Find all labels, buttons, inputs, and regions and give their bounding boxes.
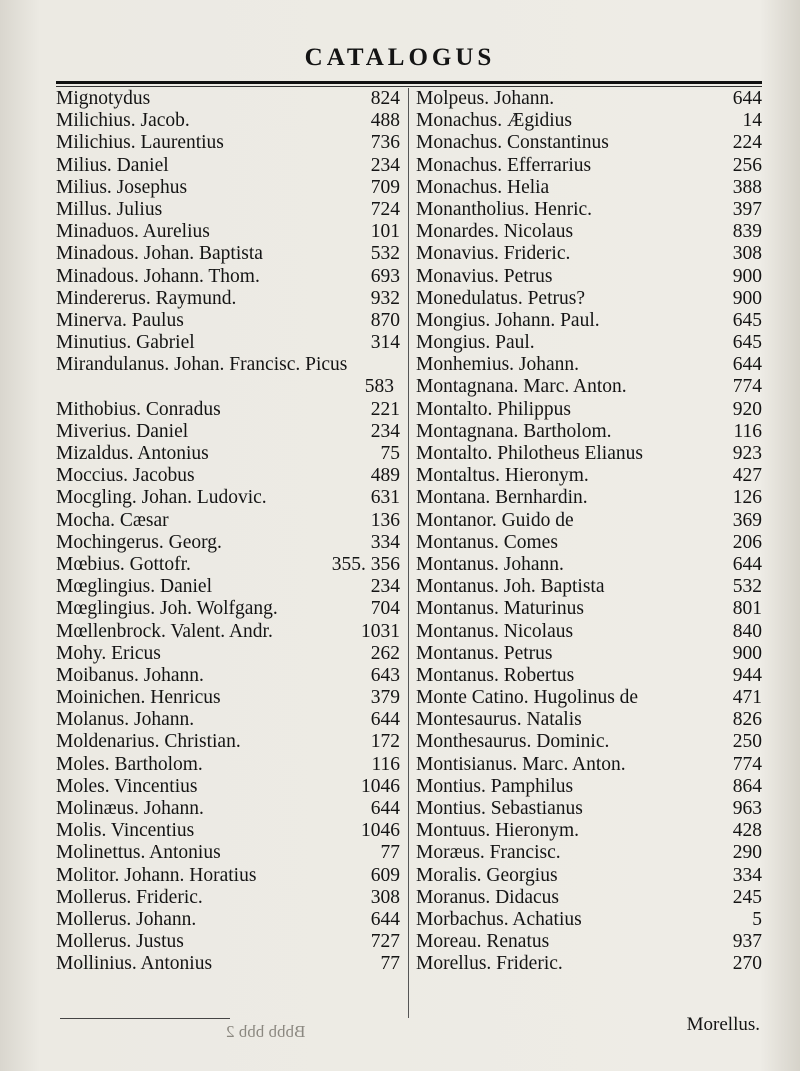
index-entry bbox=[416, 598, 762, 620]
entry-name: Montaltus. Hieronym. bbox=[416, 465, 589, 487]
entry-page-number: 645 bbox=[732, 309, 762, 331]
entry-name: Mignotydus bbox=[56, 88, 151, 109]
entry-page-number: 727 bbox=[370, 931, 400, 953]
entry-name: Milius. Josephus bbox=[56, 176, 188, 198]
entry-name: Mœglingius. Daniel bbox=[56, 576, 212, 598]
index-entry bbox=[56, 354, 400, 376]
index-entry bbox=[416, 865, 762, 887]
index-entry bbox=[416, 842, 762, 864]
entry-name: Mizaldus. Antonius bbox=[56, 443, 209, 464]
entry-name: Minaduos. Aurelius bbox=[56, 221, 210, 243]
index-entry bbox=[416, 820, 762, 842]
index-entry bbox=[416, 376, 762, 398]
entry-page-number: 826 bbox=[732, 709, 762, 731]
index-entry bbox=[56, 798, 400, 820]
entry-name: Morellus. Frideric. bbox=[416, 953, 563, 975]
index-entry bbox=[56, 465, 400, 487]
entry-name: Moles. Bartholom. bbox=[56, 753, 203, 775]
header-rule-thin bbox=[56, 86, 762, 87]
entry-page-number: 932 bbox=[370, 287, 400, 309]
entry-page-number: 900 bbox=[732, 287, 762, 309]
index-entry bbox=[56, 221, 400, 243]
entry-name: Mithobius. Conradus bbox=[56, 398, 221, 420]
entry-page-number: 388 bbox=[732, 176, 762, 198]
entry-page-number: 839 bbox=[732, 221, 762, 243]
index-entry bbox=[56, 731, 400, 753]
entry-name: Monachus. Ægidius bbox=[416, 110, 572, 132]
entry-name: Morbachus. Achatius bbox=[416, 908, 582, 930]
entry-page-number: 75 bbox=[380, 443, 400, 464]
entry-page-number: 643 bbox=[370, 664, 400, 686]
entry-name: Moinichen. Henricus bbox=[56, 687, 221, 709]
entry-name: Moldenarius. Christian. bbox=[56, 731, 241, 753]
entry-name: Molinettus. Antonius bbox=[56, 842, 221, 864]
entry-page-number: 126 bbox=[732, 487, 762, 509]
entry-name: Montalto. Philippus bbox=[416, 398, 571, 420]
index-entry bbox=[416, 354, 762, 376]
index-entry bbox=[56, 376, 400, 398]
index-entry bbox=[416, 155, 762, 177]
index-entry bbox=[416, 687, 762, 709]
entry-page-number: 379 bbox=[370, 687, 400, 709]
index-entry bbox=[56, 931, 400, 953]
index-entry bbox=[56, 621, 400, 643]
index-entry bbox=[416, 621, 762, 643]
index-entry bbox=[56, 443, 400, 465]
entry-page-number: 900 bbox=[732, 642, 762, 664]
index-entry bbox=[416, 931, 762, 953]
column-divider bbox=[408, 88, 409, 1018]
entry-name: Monachus. Constantinus bbox=[416, 132, 609, 154]
entry-name: Moranus. Didacus bbox=[416, 886, 559, 908]
entry-page-number: 583 bbox=[364, 376, 394, 398]
entry-name: Minutius. Gabriel bbox=[56, 332, 195, 354]
catchword: Morellus. bbox=[686, 1014, 760, 1035]
index-entry bbox=[56, 421, 400, 443]
entry-name: Molitor. Johann. Horatius bbox=[56, 864, 257, 886]
entry-name: Moles. Vincentius bbox=[56, 775, 198, 797]
entry-name: Montanus. Johann. bbox=[416, 553, 564, 575]
index-entry bbox=[56, 399, 400, 421]
entry-name: Minadous. Johann. Thom. bbox=[56, 265, 260, 287]
entry-name: Montisianus. Marc. Anton. bbox=[416, 753, 626, 775]
entry-name: Mocha. Cæsar bbox=[56, 509, 169, 531]
entry-name: Monedulatus. Petrus? bbox=[416, 287, 585, 309]
entry-name: Miverius. Daniel bbox=[56, 420, 189, 442]
entry-page-number: 234 bbox=[370, 576, 400, 598]
entry-page-number: 1046 bbox=[361, 775, 400, 797]
entry-name: Mœllenbrock. Valent. Andr. bbox=[56, 620, 273, 642]
entry-page-number: 1031 bbox=[361, 620, 400, 642]
entry-page-number: 101 bbox=[370, 221, 400, 243]
index-entry bbox=[416, 554, 762, 576]
entry-page-number: 824 bbox=[370, 88, 400, 109]
entry-page-number: 645 bbox=[732, 332, 762, 354]
index-entry bbox=[416, 754, 762, 776]
entry-page-number: 270 bbox=[732, 953, 762, 975]
entry-name: Mongius. Johann. Paul. bbox=[416, 309, 600, 331]
entry-name: Minerva. Paulus bbox=[56, 309, 184, 331]
index-entry bbox=[56, 643, 400, 665]
entry-page-number: 334 bbox=[732, 864, 762, 886]
entry-page-number: 234 bbox=[370, 154, 400, 176]
index-entry bbox=[56, 510, 400, 532]
index-entry bbox=[56, 665, 400, 687]
entry-page-number: 234 bbox=[370, 420, 400, 442]
entry-page-number: 532 bbox=[370, 243, 400, 265]
entry-page-number: 5 bbox=[752, 908, 762, 930]
index-entry bbox=[416, 909, 762, 931]
entry-page-number: 14 bbox=[742, 110, 762, 132]
entry-page-number: 77 bbox=[380, 953, 400, 975]
entry-name: Montanus. Joh. Baptista bbox=[416, 576, 605, 598]
entry-page-number: 923 bbox=[732, 443, 762, 464]
entry-name: Molinæus. Johann. bbox=[56, 798, 204, 819]
entry-name: Minadous. Johan. Baptista bbox=[56, 243, 263, 265]
entry-page-number: 963 bbox=[732, 798, 762, 819]
entry-page-number: 488 bbox=[370, 110, 400, 132]
entry-page-number: 644 bbox=[732, 553, 762, 575]
index-entry bbox=[56, 332, 400, 354]
entry-name: Montanor. Guido de bbox=[416, 509, 574, 531]
entry-page-number: 644 bbox=[732, 354, 762, 376]
entry-name: Milichius. Jacob. bbox=[56, 110, 190, 132]
entry-page-number: 355. 356 bbox=[331, 553, 400, 575]
entry-page-number: 334 bbox=[370, 531, 400, 553]
entry-name: Molanus. Johann. bbox=[56, 709, 195, 731]
entry-name: Milichius. Laurentius bbox=[56, 132, 224, 154]
index-entry bbox=[416, 266, 762, 288]
entry-name: Montanus. Nicolaus bbox=[416, 620, 574, 642]
entry-page-number: 262 bbox=[370, 642, 400, 664]
entry-page-number: 427 bbox=[732, 465, 762, 487]
entry-page-number: 532 bbox=[732, 576, 762, 598]
index-entry bbox=[416, 643, 762, 665]
entry-page-number: 774 bbox=[732, 376, 762, 398]
entry-page-number: 774 bbox=[732, 753, 762, 775]
entry-page-number: 224 bbox=[732, 132, 762, 154]
entry-page-number: 471 bbox=[732, 687, 762, 709]
entry-name: Moræus. Francisc. bbox=[416, 842, 561, 864]
index-entry bbox=[416, 110, 762, 132]
entry-page-number: 1046 bbox=[361, 820, 400, 842]
index-entry bbox=[56, 754, 400, 776]
entry-page-number: 801 bbox=[732, 598, 762, 620]
entry-name: Monachus. Efferrarius bbox=[416, 154, 592, 176]
index-entry bbox=[416, 665, 762, 687]
entry-page-number: 644 bbox=[370, 798, 400, 819]
entry-page-number: 920 bbox=[732, 398, 762, 420]
index-entry bbox=[416, 177, 762, 199]
index-entry bbox=[56, 576, 400, 598]
entry-name: Mocgling. Johan. Ludovic. bbox=[56, 487, 267, 509]
footer-rule bbox=[60, 1018, 230, 1019]
entry-page-number: 290 bbox=[732, 842, 762, 864]
entry-page-number: 206 bbox=[732, 531, 762, 553]
entry-page-number: 736 bbox=[370, 132, 400, 154]
index-entry bbox=[56, 776, 400, 798]
entry-name: Montanus. Robertus bbox=[416, 664, 575, 686]
right-column bbox=[416, 88, 762, 976]
index-entry bbox=[56, 598, 400, 620]
entry-page-number: 256 bbox=[732, 154, 762, 176]
entry-page-number: 77 bbox=[380, 842, 400, 864]
entry-page-number: 644 bbox=[370, 709, 400, 731]
entry-page-number: 900 bbox=[732, 265, 762, 287]
entry-name: Montagnana. Marc. Anton. bbox=[416, 376, 627, 398]
entry-page-number: 397 bbox=[732, 198, 762, 220]
left-column bbox=[56, 88, 400, 976]
entry-name: Mindererus. Raymund. bbox=[56, 287, 237, 309]
entry-name: Monardes. Nicolaus bbox=[416, 221, 574, 243]
entry-name: Montius. Sebastianus bbox=[416, 798, 583, 819]
index-entry bbox=[56, 132, 400, 154]
index-entry bbox=[416, 465, 762, 487]
index-entry bbox=[56, 177, 400, 199]
entry-page-number: 250 bbox=[732, 731, 762, 753]
index-entry bbox=[56, 709, 400, 731]
index-entry bbox=[416, 487, 762, 509]
entry-page-number: 245 bbox=[732, 886, 762, 908]
entry-name: Montesaurus. Natalis bbox=[416, 709, 582, 731]
entry-name: Mochingerus. Georg. bbox=[56, 531, 222, 553]
entry-name: Mongius. Paul. bbox=[416, 332, 535, 354]
entry-page-number: 937 bbox=[732, 931, 762, 953]
index-entry bbox=[56, 288, 400, 310]
entry-name: Mohy. Ericus bbox=[56, 642, 161, 664]
index-entry bbox=[416, 776, 762, 798]
entry-page-number: 724 bbox=[370, 198, 400, 220]
entry-name: Montanus. Petrus bbox=[416, 642, 553, 664]
signature-mark: Bbbb bbb 2 bbox=[226, 1022, 306, 1041]
entry-name: Mollinius. Antonius bbox=[56, 953, 213, 975]
entry-name: Moreau. Renatus bbox=[416, 931, 550, 953]
entry-name: Mollerus. Frideric. bbox=[56, 886, 203, 908]
entry-page-number: 644 bbox=[370, 908, 400, 930]
index-entry bbox=[416, 421, 762, 443]
entry-name: Monachus. Helia bbox=[416, 176, 550, 198]
index-entry bbox=[416, 310, 762, 332]
index-entry bbox=[56, 532, 400, 554]
entry-name: Monavius. Frideric. bbox=[416, 243, 571, 265]
entry-name: Monte Catino. Hugolinus de bbox=[416, 687, 639, 709]
entry-page-number: 116 bbox=[733, 420, 762, 442]
entry-name: Mollerus. Johann. bbox=[56, 908, 197, 930]
entry-name: Molis. Vincentius bbox=[56, 820, 195, 842]
index-entry bbox=[416, 288, 762, 310]
entry-page-number: 116 bbox=[371, 753, 400, 775]
index-entry bbox=[416, 953, 762, 975]
entry-name: Montana. Bernhardin. bbox=[416, 487, 588, 509]
index-entry bbox=[56, 310, 400, 332]
entry-name: Montagnana. Bartholom. bbox=[416, 420, 612, 442]
index-entry bbox=[416, 887, 762, 909]
entry-name: Mollerus. Justus bbox=[56, 931, 184, 953]
index-entry bbox=[56, 199, 400, 221]
index-entry bbox=[416, 399, 762, 421]
entry-name: Moralis. Georgius bbox=[416, 864, 558, 886]
entry-name: Monhemius. Johann. bbox=[416, 354, 580, 376]
index-entry bbox=[56, 687, 400, 709]
page-title: CATALOGUS bbox=[304, 44, 496, 71]
index-entry bbox=[416, 576, 762, 598]
index-entry bbox=[56, 953, 400, 975]
entry-page-number: 609 bbox=[370, 864, 400, 886]
entry-page-number: 840 bbox=[732, 620, 762, 642]
entry-name: Monavius. Petrus bbox=[416, 265, 553, 287]
index-entry bbox=[416, 132, 762, 154]
entry-name: Montuus. Hieronym. bbox=[416, 820, 580, 842]
index-entry bbox=[56, 110, 400, 132]
entry-page-number: 631 bbox=[370, 487, 400, 509]
index-entry bbox=[416, 88, 762, 110]
entry-name: Moccius. Jacobus bbox=[56, 465, 195, 487]
index-entry bbox=[416, 199, 762, 221]
index-entry bbox=[416, 532, 762, 554]
entry-name: Monantholius. Henric. bbox=[416, 198, 593, 220]
entry-page-number: 308 bbox=[732, 243, 762, 265]
index-entry bbox=[416, 221, 762, 243]
entry-page-number: 870 bbox=[370, 309, 400, 331]
index-entry bbox=[56, 909, 400, 931]
entry-page-number: 221 bbox=[370, 398, 400, 420]
entry-page-number: 709 bbox=[370, 176, 400, 198]
entry-name: Mœbius. Gottofr. bbox=[56, 553, 191, 575]
entry-page-number: 644 bbox=[732, 88, 762, 109]
entry-page-number: 369 bbox=[732, 509, 762, 531]
index-entry bbox=[56, 243, 400, 265]
entry-page-number: 864 bbox=[732, 775, 762, 797]
entry-name: Montanus. Maturinus bbox=[416, 598, 584, 620]
index-entry bbox=[416, 243, 762, 265]
index-entry bbox=[56, 865, 400, 887]
entry-page-number: 489 bbox=[370, 465, 400, 487]
index-entry bbox=[56, 487, 400, 509]
entry-page-number: 704 bbox=[370, 598, 400, 620]
index-entry bbox=[416, 443, 762, 465]
index-entry bbox=[416, 332, 762, 354]
index-entry bbox=[56, 88, 400, 110]
entry-page-number: 428 bbox=[732, 820, 762, 842]
entry-page-number: 136 bbox=[370, 509, 400, 531]
entry-name: Milius. Daniel bbox=[56, 154, 169, 176]
entry-page-number: 308 bbox=[370, 886, 400, 908]
entry-page-number: 172 bbox=[370, 731, 400, 753]
index-entry bbox=[56, 554, 400, 576]
entry-page-number: 314 bbox=[370, 332, 400, 354]
index-entry bbox=[56, 155, 400, 177]
entry-name: Mœglingius. Joh. Wolfgang. bbox=[56, 598, 278, 620]
entry-name: Montanus. Comes bbox=[416, 531, 558, 553]
entry-page-number: 693 bbox=[370, 265, 400, 287]
index-entry bbox=[56, 820, 400, 842]
entry-name: Monthesaurus. Dominic. bbox=[416, 731, 610, 753]
entry-name: Montius. Pamphilus bbox=[416, 775, 574, 797]
entry-name: Mirandulanus. Johan. Francisc. Picus bbox=[56, 354, 348, 376]
index-entry bbox=[416, 731, 762, 753]
index-entry bbox=[56, 266, 400, 288]
index-entry bbox=[56, 842, 400, 864]
index-entry bbox=[416, 510, 762, 532]
entry-name: Montalto. Philotheus Elianus bbox=[416, 443, 643, 464]
index-entry bbox=[56, 887, 400, 909]
entry-name: Moibanus. Johann. bbox=[56, 664, 204, 686]
entry-name: Millus. Julius bbox=[56, 198, 163, 220]
index-entry bbox=[416, 798, 762, 820]
entry-page-number: 944 bbox=[732, 664, 762, 686]
index-entry bbox=[416, 709, 762, 731]
entry-name: Molpeus. Johann. bbox=[416, 88, 555, 109]
header-rule bbox=[56, 81, 762, 84]
